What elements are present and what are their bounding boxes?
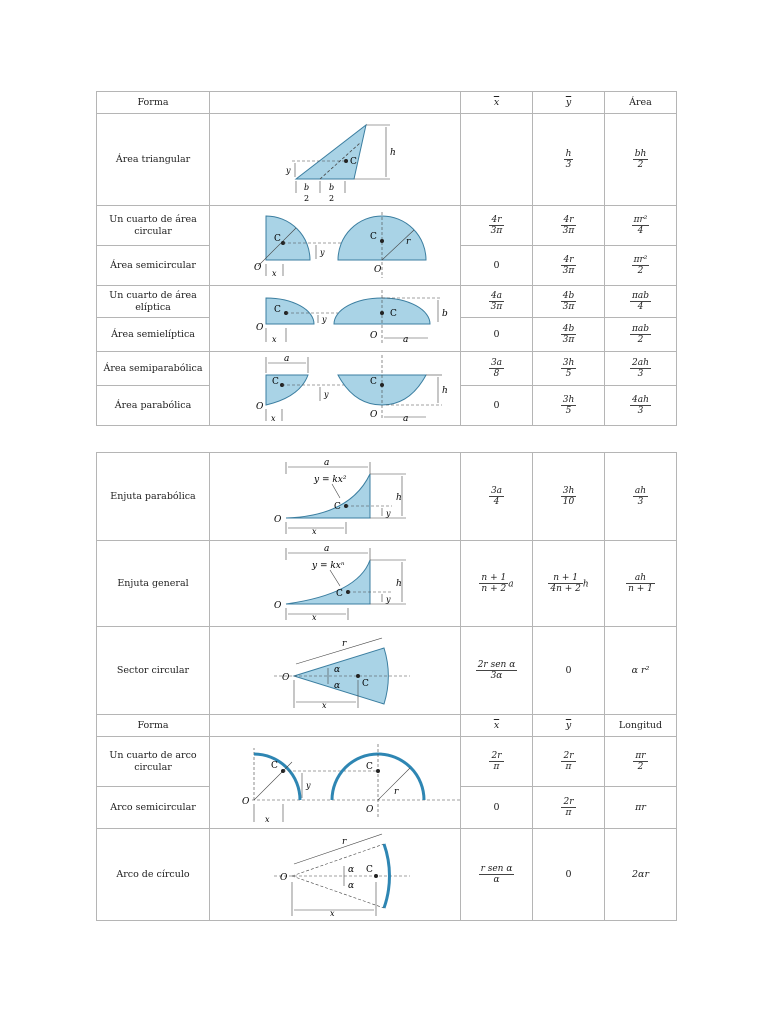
xbar-cell: $\frac{2r}{\pi}$ <box>461 737 533 787</box>
xbar-cell: $\frac{n + 1}{n + 2}$ a <box>461 541 533 627</box>
header-figure <box>210 92 461 114</box>
svg-text:r: r <box>342 836 347 847</box>
xbar-cell <box>461 114 533 206</box>
svg-text:O: O <box>374 264 382 275</box>
svg-text:O: O <box>254 262 262 273</box>
shape-name: Enjuta parabólica <box>97 453 210 541</box>
svg-text:x: x <box>272 268 277 278</box>
shape-name: Un cuarto de área elíptica <box>97 286 210 318</box>
circle-arc-diagram <box>210 830 460 920</box>
xbar-cell: $\frac{4r}{3\pi}$ <box>461 206 533 246</box>
svg-text:y: y <box>322 314 327 324</box>
xbar-cell: 0 <box>461 787 533 829</box>
svg-text:α: α <box>348 880 355 891</box>
spandrel-table <box>96 452 677 715</box>
svg-text:2: 2 <box>329 193 335 203</box>
xbar-cell: $\frac{3a}{4}$ <box>461 453 533 541</box>
svg-text:O: O <box>282 672 290 683</box>
svg-text:C: C <box>390 308 397 319</box>
length-cell: $\frac{\pi r}{2}$ <box>605 737 677 787</box>
svg-text:C: C <box>274 304 281 315</box>
svg-text:r: r <box>394 786 399 797</box>
svg-text:h: h <box>396 492 402 503</box>
svg-text:h: h <box>442 385 448 396</box>
xbar-cell: 0 <box>461 318 533 352</box>
area-table-header <box>97 92 677 114</box>
svg-text:C: C <box>370 376 377 387</box>
svg-text:x: x <box>271 413 276 423</box>
circle-figure <box>210 206 461 286</box>
shape-name: Un cuarto de área circular <box>97 206 210 246</box>
svg-text:y: y <box>324 389 329 399</box>
ybar-cell: $\frac{h}{3}$ <box>533 114 605 206</box>
parabola-diagram <box>210 353 460 425</box>
svg-text:y: y <box>386 508 391 518</box>
svg-text:2: 2 <box>304 193 310 203</box>
area-cell: $\frac{bh}{2}$ <box>605 114 677 206</box>
shape-name: Sector circular <box>97 627 210 715</box>
arc-figure <box>210 737 461 829</box>
xbar-cell: 0 <box>461 246 533 286</box>
triangle-figure <box>210 114 461 206</box>
svg-text:b: b <box>304 182 310 192</box>
area-cell: $\frac{\text{πab}}{2}$ <box>605 318 677 352</box>
general-spandrel-diagram <box>210 542 460 626</box>
row-triangle <box>97 114 677 206</box>
row-circle-arc <box>97 829 677 921</box>
svg-text:α: α <box>348 864 355 875</box>
ybar-cell: $\frac{4b}{3\pi}$ <box>533 318 605 352</box>
svg-text:a: a <box>403 334 409 345</box>
header-shape: Forma <box>97 92 210 114</box>
svg-text:O: O <box>370 409 378 420</box>
circle-arc-figure <box>210 829 461 921</box>
area-cell: $\frac{ah}{3}$ <box>605 453 677 541</box>
sector-diagram <box>210 628 460 714</box>
shape-name: Arco semicircular <box>97 787 210 829</box>
sector-figure <box>210 627 461 715</box>
shape-name: Enjuta general <box>97 541 210 627</box>
parabolic-spandrel-figure <box>210 453 461 541</box>
svg-text:α: α <box>334 680 341 691</box>
xbar-cell: $\frac{\text{r sen α}}{\alpha}$ <box>461 829 533 921</box>
ybar-cell: 0 <box>533 829 605 921</box>
length-cell: 2αr <box>605 829 677 921</box>
svg-text:O: O <box>242 796 250 807</box>
svg-text:y: y <box>306 780 311 790</box>
svg-text:x: x <box>330 908 335 918</box>
area-cell: α r² <box>605 627 677 715</box>
row-quarter-ellipse <box>97 286 677 318</box>
header-area: Área <box>605 92 677 114</box>
ellipse-figure <box>210 286 461 352</box>
arc-diagram <box>210 738 460 828</box>
circle-diagram <box>210 208 460 284</box>
ybar-cell: 0 <box>533 627 605 715</box>
area-cell: $\frac{\text{πr²}}{4}$ <box>605 206 677 246</box>
svg-text:C: C <box>272 376 279 387</box>
ybar-cell: $\frac{4r}{3\pi}$ <box>533 206 605 246</box>
svg-text:O: O <box>366 804 374 815</box>
parabola-figure <box>210 352 461 426</box>
svg-text:y = kx²: y = kx² <box>314 474 347 485</box>
svg-text:x: x <box>312 526 317 536</box>
svg-text:α: α <box>334 664 341 675</box>
svg-text:C: C <box>274 233 281 244</box>
shape-name: Área semicircular <box>97 246 210 286</box>
header-xbar: $\overline{x}$ <box>461 715 533 737</box>
svg-text:x: x <box>322 700 327 710</box>
row-quarter-circle <box>97 206 677 246</box>
header-shape: Forma <box>97 715 210 737</box>
ybar-cell: $\frac{2r}{\pi}$ <box>533 737 605 787</box>
svg-text:C: C <box>362 678 369 689</box>
header-xbar: $\overline{x}$ <box>461 92 533 114</box>
triangle-diagram <box>210 115 460 205</box>
shape-name: Arco de círculo <box>97 829 210 921</box>
svg-text:a: a <box>324 457 330 468</box>
header-length: Longitud <box>605 715 677 737</box>
length-cell: πr <box>605 787 677 829</box>
svg-text:O: O <box>256 322 264 333</box>
row-general-spandrel <box>97 541 677 627</box>
ybar-cell: $\frac{2r}{\pi}$ <box>533 787 605 829</box>
svg-text:y: y <box>386 594 391 604</box>
svg-text:x: x <box>272 334 277 344</box>
header-figure <box>210 715 461 737</box>
row-circular-sector <box>97 627 677 715</box>
shape-name: Área semielíptica <box>97 318 210 352</box>
svg-text:C: C <box>336 588 343 599</box>
general-spandrel-figure <box>210 541 461 627</box>
svg-text:h: h <box>396 578 402 589</box>
svg-text:C: C <box>370 231 377 242</box>
shape-name: Área parabólica <box>97 386 210 426</box>
svg-text:b: b <box>442 308 448 319</box>
row-semiparabolic <box>97 352 677 386</box>
svg-text:O: O <box>280 872 288 883</box>
ybar-cell: $\frac{n + 1}{4n + 2}$ h <box>533 541 605 627</box>
area-cell: $\frac{2ah}{3}$ <box>605 352 677 386</box>
row-quarter-arc <box>97 737 677 787</box>
svg-text:x: x <box>312 612 317 622</box>
parabolic-spandrel-diagram <box>210 454 460 540</box>
xbar-cell: $\frac{3a}{8}$ <box>461 352 533 386</box>
svg-text:O: O <box>370 330 378 341</box>
header-ybar: $\overline{y}$ <box>533 715 605 737</box>
ybar-cell: $\frac{4b}{3\pi}$ <box>533 286 605 318</box>
svg-text:C: C <box>366 864 373 875</box>
xbar-cell: $\frac{\text{2r sen α}}{3\alpha}$ <box>461 627 533 715</box>
svg-text:y: y <box>286 165 291 175</box>
xbar-cell: $\frac{4a}{3\pi}$ <box>461 286 533 318</box>
svg-text:b: b <box>329 182 335 192</box>
area-table <box>96 91 677 426</box>
arc-table <box>96 714 677 921</box>
svg-text:x: x <box>265 814 270 824</box>
svg-text:O: O <box>274 600 282 611</box>
svg-text:y: y <box>320 247 325 257</box>
svg-text:C: C <box>334 501 341 512</box>
area-cell: $\frac{\text{πr²}}{2}$ <box>605 246 677 286</box>
ybar-cell: $\frac{3h}{10}$ <box>533 453 605 541</box>
svg-text:a: a <box>324 543 330 554</box>
arc-table-header <box>97 715 677 737</box>
svg-text:r: r <box>342 638 347 649</box>
ybar-cell: $\frac{3h}{5}$ <box>533 352 605 386</box>
ellipse-diagram <box>210 288 460 350</box>
shape-name: Área triangular <box>97 114 210 206</box>
svg-text:C: C <box>366 761 373 772</box>
shape-name: Área semiparabólica <box>97 352 210 386</box>
label-C: C <box>350 156 357 167</box>
ybar-cell: $\frac{3h}{5}$ <box>533 386 605 426</box>
ybar-cell: $\frac{4r}{3\pi}$ <box>533 246 605 286</box>
area-cell: $\frac{\text{πab}}{4}$ <box>605 286 677 318</box>
svg-text:y = kxⁿ: y = kxⁿ <box>312 560 345 571</box>
svg-text:a: a <box>403 413 409 424</box>
svg-text:r: r <box>406 236 411 247</box>
svg-text:O: O <box>256 401 264 412</box>
row-parabolic-spandrel <box>97 453 677 541</box>
svg-text:C: C <box>271 760 278 771</box>
svg-text:a: a <box>284 353 290 364</box>
header-ybar: $\overline{y}$ <box>533 92 605 114</box>
area-cell: $\frac{ah}{n + 1}$ <box>605 541 677 627</box>
xbar-cell: 0 <box>461 386 533 426</box>
svg-text:O: O <box>274 514 282 525</box>
area-cell: $\frac{4ah}{3}$ <box>605 386 677 426</box>
svg-text:h: h <box>390 147 396 158</box>
shape-name: Un cuarto de arco circular <box>97 737 210 787</box>
